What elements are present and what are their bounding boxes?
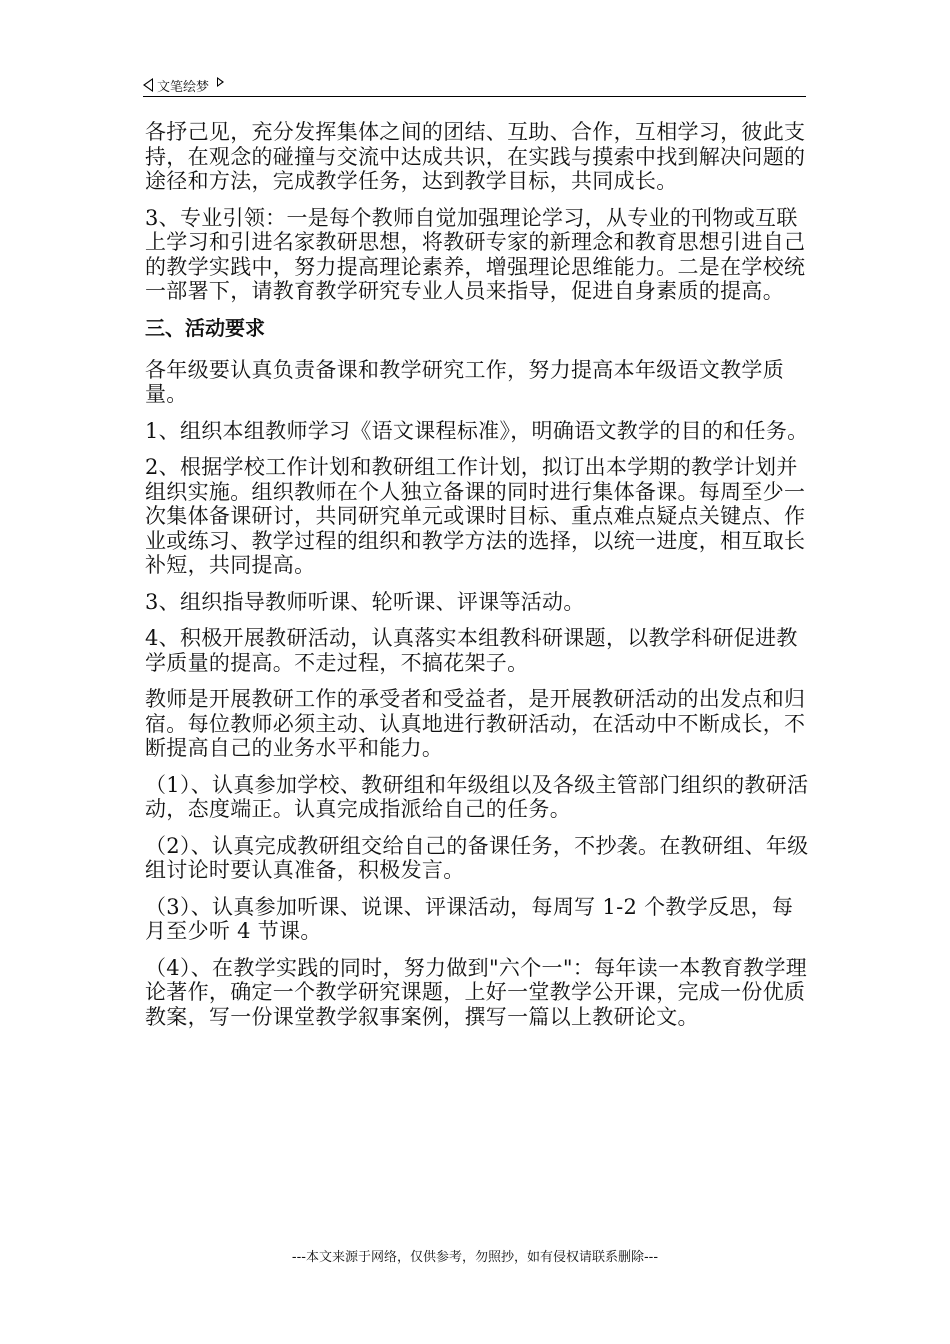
paragraph-teacher-role: 教师是开展教研工作的承受者和受益者，是开展教研活动的出发点和归宿。每位教师必须主动、认真地进行教研活动，在活动中不断成长，不断提高自己的业务水平和能力。 (145, 687, 806, 760)
section-heading: 三、活动要求 (145, 315, 265, 340)
sub-item-2: （2）、认真完成教研组交给自己的备课任务，不抄袭。在教研组、年级组讨论时要认真准备，积极发言。 (145, 833, 809, 882)
sub-item-4: （4）、在教学实践的同时，努力做到"六个一"：每年读一本教育教学理论著作，确定一个教学研究课题，上好一堂教学公开课，完成一份优质教案，写一份课堂教学叙事案例，撰写一篇以上教研论文。 (145, 955, 808, 1029)
paragraph-intro: 各抒己见，充分发挥集体之间的团结、互助、合作，互相学习，彼此支持，在观念的碰撞与交流中达成共识，在实践与摸索中找到解决问题的途径和方法，完成教学任务，达到教学目标，共同成长。 (145, 120, 806, 193)
sub-item-1: （1）、认真参加学校、教研组和年级组以及各级主管部门组织的教研活动，态度端正。认真完成指派给自己的任务。 (145, 772, 809, 821)
document-body (145, 120, 809, 1041)
page-header (143, 74, 806, 97)
paragraph-professional-guidance: 3、专业引领：一是每个教师自觉加强理论学习，从专业的刊物或互联上学习和引进名家教研思想，将教研专家的新理念和教育思想引进自己的教学实践中，努力提高理论素养，增强理论思维能力。二是在学校统一部署下，请教育教学研究专业人员来指导，促进自身素质的提高。 (145, 205, 806, 303)
sub-item-3: （3）、认真参加听课、说课、评课活动，每周写 1-2 个教学反思，每月至少听 4 节课。 (145, 894, 794, 943)
list-item-4: 4、积极开展教研活动，认真落实本组教科研课题，以教学科研促进教学质量的提高。不走过程，不搞花架子。 (145, 626, 798, 675)
triangle-right-icon (217, 77, 224, 87)
list-item-1: 1、组织本组教师学习《语文课程标准》，明确语文教学的目的和任务。 (145, 418, 809, 443)
paragraph-grade-responsibility: 各年级要认真负责备课和教学研究工作，努力提高本年级语文教学质量。 (145, 357, 784, 406)
list-item-2: 2、根据学校工作计划和教研组工作计划，拟订出本学期的教学计划并组织实施。组织教师在个人独立备课的同时进行集体备课。每周至少一次集体备课研讨，共同研究单元或课时目标、重点难点疑点关键点、作业或练习、教学过程的组织和教学方法的选择，以统一进度，相互取长补短，共同提高。 (145, 455, 806, 577)
triangle-left-icon (143, 78, 153, 92)
header-brand: 文笔绘梦 (157, 79, 210, 95)
page-footer: ---本文来源于网络，仅供参考，勿照抄，如有侵权请联系删除--- (291, 1250, 659, 1265)
list-item-3: 3、组织指导教师听课、轮听课、评课等活动。 (145, 589, 585, 614)
